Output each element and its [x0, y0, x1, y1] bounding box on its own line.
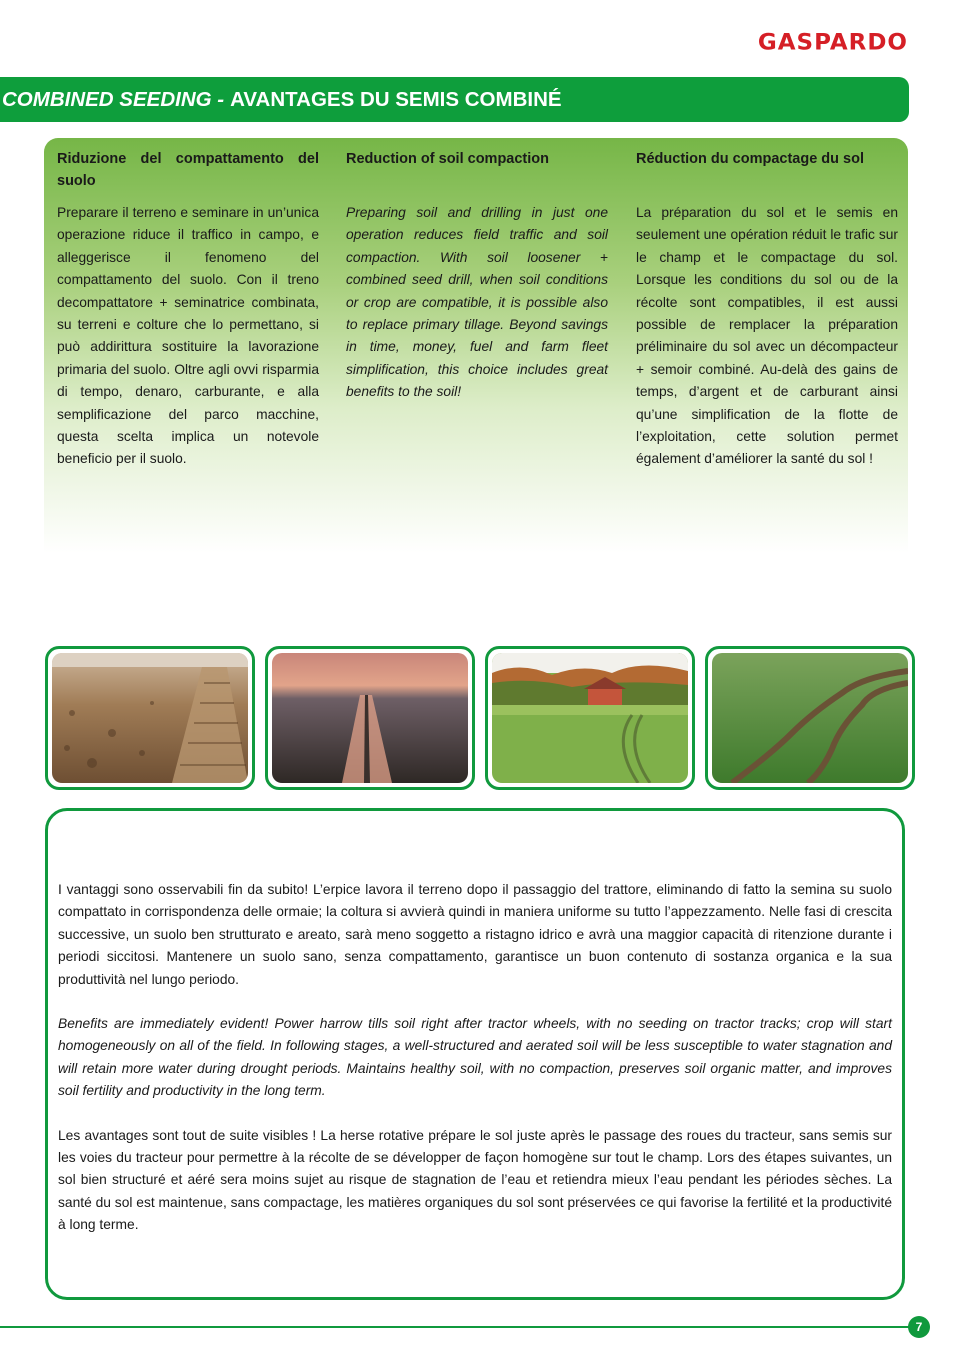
title-english: COMBINED SEEDING -	[2, 87, 225, 111]
benefits-box	[45, 808, 905, 1300]
photo-plowed-field	[45, 646, 255, 790]
footer-divider	[0, 1326, 910, 1328]
benefits-text	[58, 879, 892, 1259]
page-number: 7	[908, 1316, 930, 1338]
benefits-french: Les avantages sont tout de suite visibles ! La herse rotative prépare le sol juste après le passage des roues du tracteur, sans semis sur les voies du tracteur pour permettre à la récolte de se développer de façon homogène sur tout le champ. Lors des étapes suivantes, un sol bien structuré et aéré sera moins sujet au risque de stagnation de l’eau et retiendra mieux l’eau pendant les périodes sèches. La santé du sol est maintenue, sans compactage, les matières organiques du sol sont préservées ce qui favorise la fertilité et la productivité à long terme.	[58, 1127, 892, 1233]
brand-logo: GASPARDO	[757, 30, 908, 56]
benefits-english: Benefits are immediately evident! Power harrow tills soil right after tractor wheels, with no seeding on tractor tracks; crop will start homogeneously on all of the field. In following stages, a well-structured and aerated soil will be less susceptible to water stagnation and will retain more water during drought periods. Maintains healthy soil, with no compaction, preserves soil organic matter, and improves soil fertility and productivity in the long term.	[58, 1016, 892, 1099]
column-heading: Réduction du compactage du sol	[636, 151, 864, 167]
benefits-italian: I vantaggi sono osservabili fin da subito! L’erpice lavora il terreno dopo il passaggio del trattore, eliminando di fatto la semina su suolo compattato in corrispondenza delle ormaie; la coltura si avvierà quindi in maniera uniforme su tutto l’appezzamento. Nelle fasi di crescita successive, un suolo ben strutturato e areato, sarà meno soggetto a ristagno idrico e avrà una maggior capacità di ritenzione durante i periodi siccitosi. Mantenere un suolo sano, senza compattamento, garantisce un buon contenuto di sostanza organica e la sua produttività nel lungo periodo.	[58, 882, 892, 987]
title-french: AVANTAGES DU SEMIS COMBINÉ	[230, 87, 562, 111]
column-italian	[57, 148, 319, 471]
column-heading: Reduction of soil compaction	[346, 151, 550, 167]
photo-crop-tracks	[705, 646, 915, 790]
section-title-bar	[0, 77, 909, 122]
column-body: La préparation du sol et le semis en seulement une opération réduit le trafic sur le champ et le compactage du sol. Lorsque les conditions du sol ou de la récolte sont compatibles, il est aussi possible de remplacer la préparation préliminaire du sol avec un décompacteur + semoir combiné. Au-delà des gains de temps, d’argent et de carburant ainsi qu’une simplification de la flotte de l’exploitation, cette solution permet également d’améliorer la santé du sol !	[636, 205, 898, 467]
photo-tracks-sunset	[265, 646, 475, 790]
photo-strip	[45, 646, 909, 782]
column-body: Preparare il terreno e seminare in un’unica operazione riduce il traffico in campo, e alleggerisce il fenomeno del compattamento del suolo. Con il treno decompattatore + seminatrice combinata, su terreni e colture che lo permettano, si può addirittura sostituire la lavorazione primaria del suolo. Oltre agli ovvi risparmia di tempo, denaro, carburante, e alla semplificazione del parco macchine, questa scelta implica un notevole beneficio per il suolo.	[57, 205, 319, 467]
column-body: Preparing soil and drilling in just one operation reduces field traffic and soil compaction. With soil loosener + combined seed drill, when soil conditions or crop are compatible, it is possible also to replace primary tillage. Beyond savings in time, money, fuel and farm fleet simplification, this choice includes great benefits to the soil!	[346, 205, 608, 400]
column-english	[346, 148, 608, 404]
intro-panel	[44, 138, 908, 553]
photo-green-field-house	[485, 646, 695, 790]
column-heading: Riduzione del compattamento del suolo	[57, 151, 319, 189]
column-french	[636, 148, 898, 471]
